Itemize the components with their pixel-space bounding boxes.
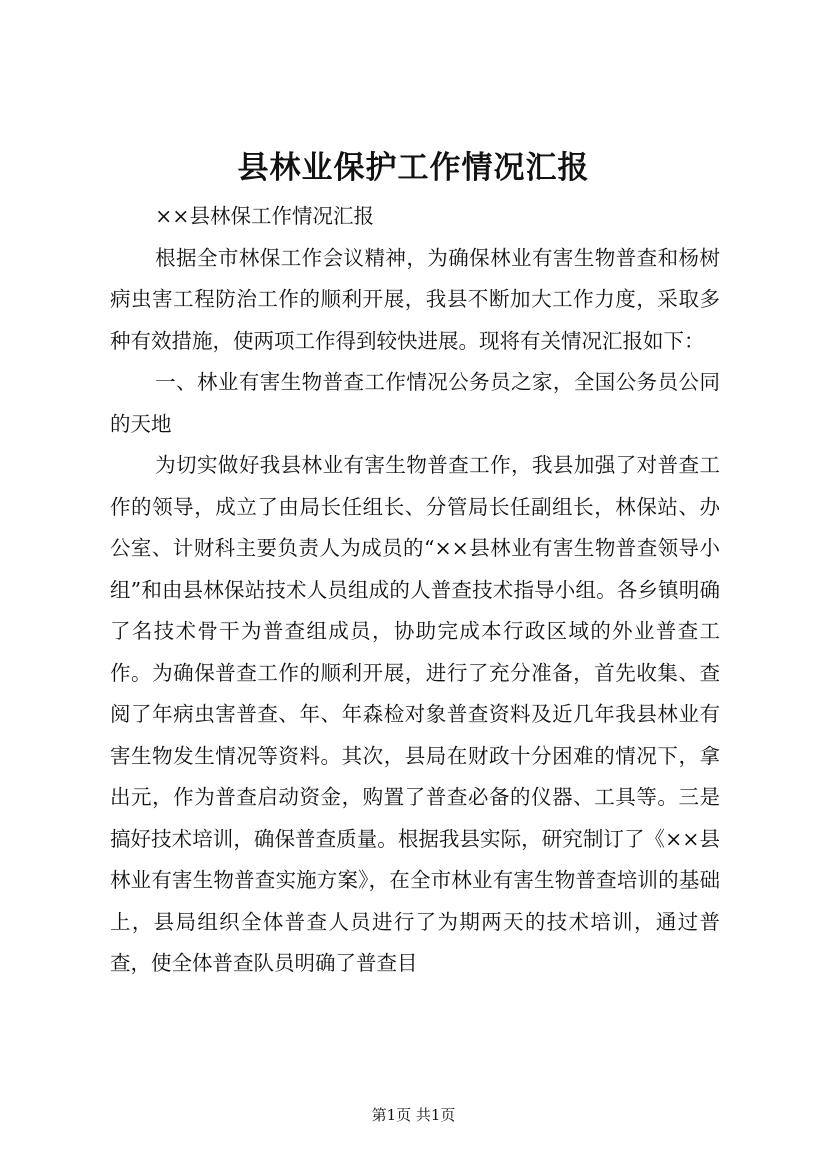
paragraph-intro: 根据全市林保工作会议精神，为确保林业有害生物普查和杨树病虫害工程防治工作的顺利开展，我县不断加大工作力度，采取多种有效措施，使两项工作得到较快进展。现将有关情况汇报如下： <box>110 245 720 353</box>
paragraph-section-heading: 一、林业有害生物普查工作情况公务员之家，全国公务员公同的天地 <box>110 370 720 436</box>
page-footer: 第1页 共1页 <box>371 1106 456 1124</box>
paragraph-survey-details: 为切实做好我县林业有害生物普查工作，我县加强了对普查工作的领导，成立了由局长任组长、分管局长任副组长，林保站、办公室、计财科主要负责人为成员的“××县林业有害生物普查领导小组”和由县林保站技术人员组成的人普查技术指导小组。各乡镇明确了名技术骨干为普查组成员，协助完成本行政区域的外业普查工作。为确保普查工作的顺利开展，进行了充分准备，首先收集、查阅了年病虫害普查、年、年森检对象普查资料及近几年我县林业有害生物发生情况等资料。其次，县局在财政十分困难的情况下，拿出元，作为普查启动资金，购置了普查必备的仪器、工具等。三是搞好技术培训，确保普查质量。根据我县实际，研究制订了《××县林业有害生物普查实施方案》，在全市林业有害生物普查培训的基础上，县局组织全体普查人员进行了为期两天的技术培训，通过普查，使全体普查队员明确了普查目 <box>110 453 720 975</box>
document-title: 县林业保护工作情况汇报 <box>237 150 590 186</box>
paragraph-subtitle: ××县林保工作情况汇报 <box>155 204 374 228</box>
document-body <box>110 196 720 985</box>
